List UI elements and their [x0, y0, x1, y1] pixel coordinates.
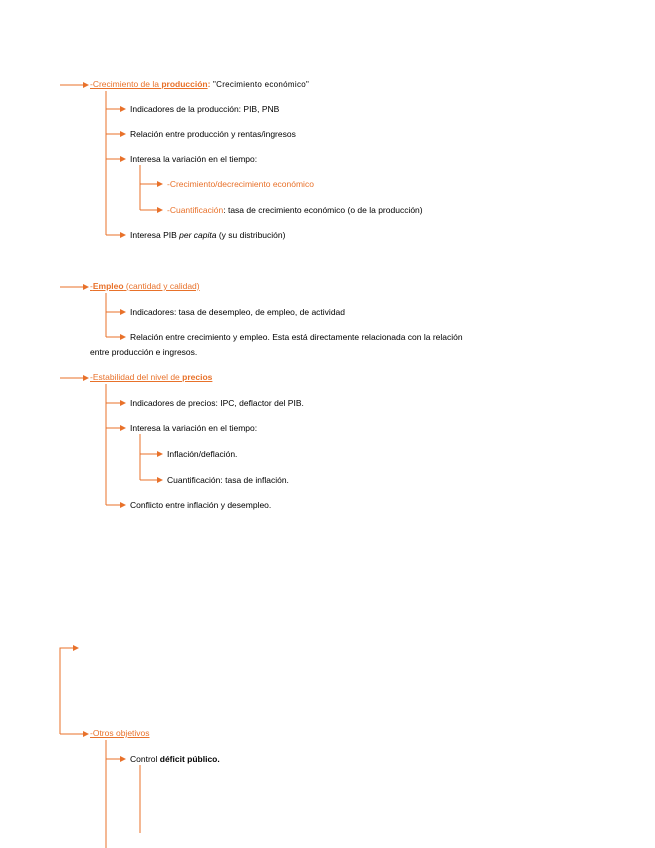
prod-pib-italic: per capita [179, 230, 217, 240]
heading-produccion-colon: : [207, 79, 211, 89]
prod-pib [130, 230, 285, 241]
heading-precios-bold: precios [182, 372, 213, 382]
heading-precios-prefix: -Estabilidad del nivel de [90, 372, 183, 382]
otros-control-a: Control [130, 754, 160, 764]
connector-otros-outer [60, 648, 78, 734]
prod-cuantificacion-label: -Cuantificación [167, 205, 224, 215]
prod-cuantificacion-text: : tasa de crecimiento económico (o de la producción) [223, 205, 423, 215]
empleo-relacion-line2: entre producción e ingresos. [90, 347, 198, 357]
otros-control [130, 754, 220, 765]
heading-precios [90, 372, 212, 383]
heading-empleo-bold: Empleo [92, 281, 124, 291]
prod-relacion: Relación entre producción y rentas/ingresos [130, 129, 296, 139]
prod-indicadores: Indicadores de la producción: PIB, PNB [130, 104, 280, 114]
precios-indicadores: Indicadores de precios: IPC, deflactor del PIB. [130, 398, 304, 408]
prod-cuantificacion [167, 205, 423, 216]
heading-produccion-prefix: -Crecimiento de la [90, 79, 162, 89]
heading-empleo-dash: - [90, 281, 93, 291]
prod-pib-b: (y su distribución) [216, 230, 286, 240]
empleo-relacion-line1: Relación entre crecimiento y empleo. Esta está directamente relacionada con la relación [130, 332, 463, 342]
precios-inflacion: Inflación/deflación. [167, 449, 238, 459]
precios-variacion: Interesa la variación en el tiempo: [130, 423, 258, 433]
heading-empleo-rest: (cantidad y calidad) [123, 281, 200, 291]
empleo-indicadores: Indicadores: tasa de desempleo, de empleo, de actividad [130, 307, 345, 317]
otros-control-bold: déficit público. [159, 754, 220, 764]
heading-otros: -Otros objetivos [90, 728, 150, 738]
prod-pib-a: Interesa PIB [130, 230, 180, 240]
heading-produccion-bold: producción [161, 79, 208, 89]
precios-conflicto: Conflicto entre inflación y desempleo. [130, 500, 272, 510]
prod-crecimiento: -Crecimiento/decrecimiento económico [167, 179, 314, 189]
heading-produccion [90, 79, 309, 90]
prod-variacion: Interesa la variación en el tiempo: [130, 154, 258, 164]
heading-produccion-quote: "Crecimiento económico" [210, 80, 310, 89]
heading-empleo [90, 281, 200, 292]
precios-cuantificacion: Cuantificación: tasa de inflación. [167, 475, 289, 485]
